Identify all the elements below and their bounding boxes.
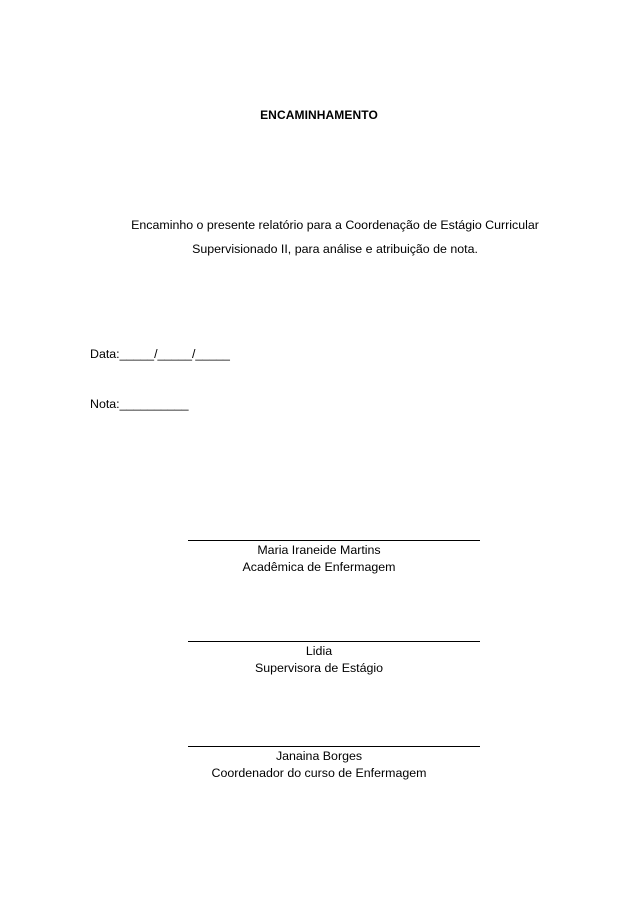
- date-field: Data:_____/_____/_____: [90, 347, 230, 361]
- signature-block-supervisor: [0, 641, 638, 677]
- signature-line: [188, 540, 480, 541]
- signature-block-student: [0, 540, 638, 576]
- signatory-role: Supervisora de Estágio: [254, 661, 384, 675]
- signatory-role: Coordenador do curso de Enfermagem: [211, 766, 427, 780]
- body-paragraph: [118, 213, 552, 261]
- signatory-name: Lidia: [305, 644, 333, 658]
- signatory-role: Acadêmica de Enfermagem: [242, 560, 396, 574]
- body-line-2: Supervisionado II, para análise e atribuição de nota.: [192, 242, 478, 256]
- signatory-name: Maria Iraneide Martins: [257, 543, 381, 557]
- body-line-1: Encaminho o presente relatório para a Coordenação de Estágio Curricular: [131, 218, 539, 232]
- signature-line: [188, 641, 480, 642]
- signatory-name: Janaina Borges: [275, 749, 363, 763]
- grade-field: Nota:__________: [90, 397, 189, 411]
- signature-line: [188, 746, 480, 747]
- signature-block-coordinator: [0, 746, 638, 782]
- document-title: ENCAMINHAMENTO: [260, 108, 378, 122]
